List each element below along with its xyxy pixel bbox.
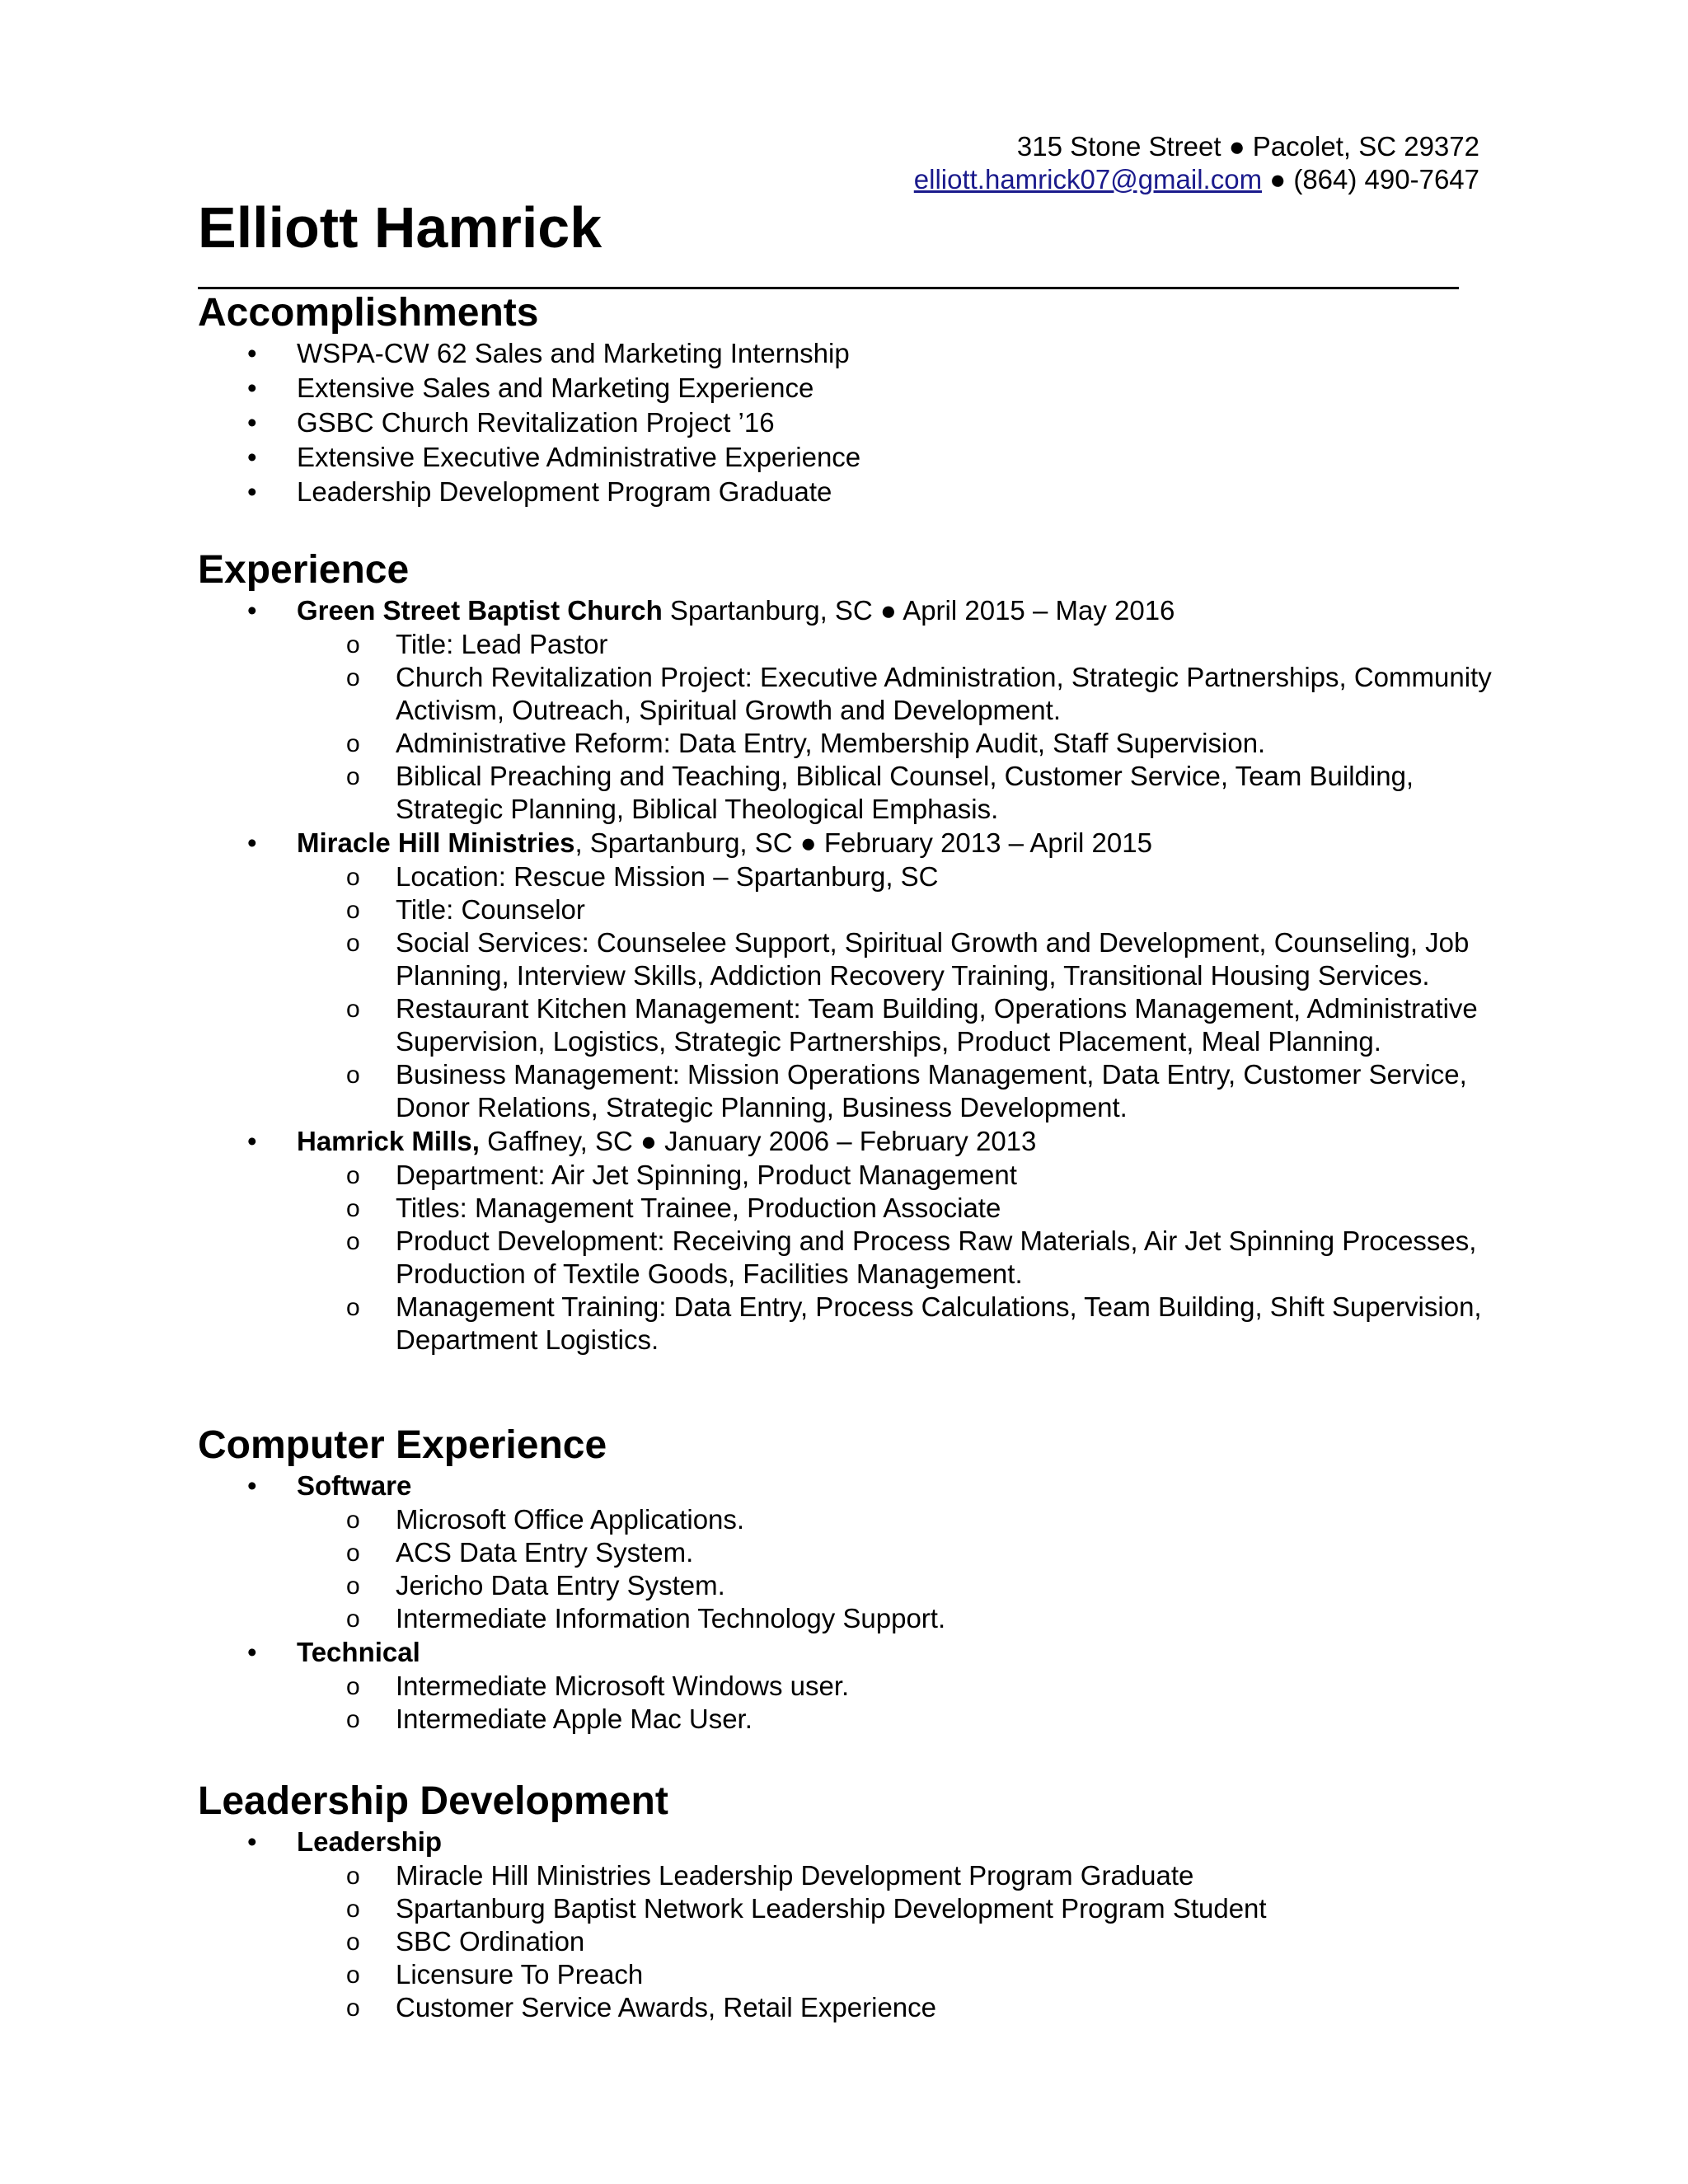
- circle-bullet-icon: o: [346, 1994, 360, 2022]
- address: 315 Stone Street ● Pacolet, SC 29372: [1016, 131, 1479, 162]
- circle-bullet-icon: o: [346, 1572, 360, 1600]
- group-title: Leadership: [297, 1826, 443, 1857]
- duty-item: [198, 628, 1500, 661]
- bullet-icon: •: [247, 407, 257, 438]
- skill-item: [198, 1670, 1500, 1703]
- bullet-icon: •: [247, 827, 257, 858]
- job-entry: [198, 826, 1500, 1124]
- group-title: Technical: [297, 1637, 420, 1667]
- job-org: Hamrick Mills,: [297, 1126, 480, 1156]
- experience-section: [198, 547, 1500, 1357]
- leadership-item: [198, 1925, 1500, 1958]
- item-text: WSPA-CW 62 Sales and Marketing Internship: [297, 338, 850, 368]
- circle-bullet-icon: o: [346, 1961, 360, 1989]
- bullet-icon: •: [247, 373, 257, 403]
- computer-groups: [198, 1469, 1500, 1736]
- item-text: Extensive Sales and Marketing Experience: [297, 373, 814, 403]
- skill-item: [198, 1703, 1500, 1736]
- circle-bullet-icon: o: [346, 1929, 360, 1956]
- skill-text: Intermediate Microsoft Windows user.: [396, 1671, 850, 1701]
- circle-bullet-icon: o: [346, 996, 360, 1023]
- circle-bullet-icon: o: [346, 1062, 360, 1089]
- leadership-text: Spartanburg Baptist Network Leadership Development Program Student: [396, 1893, 1267, 1924]
- circle-bullet-icon: o: [346, 1673, 360, 1700]
- skill-group: [198, 1469, 1500, 1635]
- leadership-section: [198, 1779, 1500, 2024]
- duty-text: Social Services: Counselee Support, Spiritual Growth and Development, Counseling, Job Planning, Interview Skills, Addiction Recovery Training, Transitional Housing Services.: [396, 927, 1470, 991]
- leadership-text: Customer Service Awards, Retail Experience: [396, 1992, 937, 2022]
- skill-group: [198, 1635, 1500, 1736]
- group-title: Software: [297, 1470, 412, 1501]
- contact-block: [914, 130, 1479, 196]
- leadership-item: [198, 1958, 1500, 1991]
- circle-bullet-icon: o: [346, 664, 360, 691]
- duty-item: [198, 926, 1500, 992]
- list-item: [198, 371, 1500, 405]
- skill-item: [198, 1569, 1500, 1602]
- circle-bullet-icon: o: [346, 1162, 360, 1189]
- job-details: , Spartanburg, SC ● February 2013 – April 2015: [574, 827, 1152, 858]
- leadership-list: [198, 1859, 1500, 2024]
- skill-text: Intermediate Apple Mac User.: [396, 1704, 753, 1734]
- circle-bullet-icon: o: [346, 864, 360, 891]
- duty-text: Biblical Preaching and Teaching, Biblical Counsel, Customer Service, Team Building, Strategic Planning, Biblical Theological Emphasis.: [396, 761, 1414, 824]
- skill-item: [198, 1536, 1500, 1569]
- duty-item: [198, 860, 1500, 893]
- computer-experience-section: [198, 1422, 1500, 1736]
- accomplishments-heading: Accomplishments: [198, 291, 539, 335]
- skill-list: [198, 1503, 1500, 1635]
- leadership-text: Miracle Hill Ministries Leadership Development Program Graduate: [396, 1860, 1194, 1891]
- duty-item: [198, 727, 1500, 760]
- computer-experience-heading: Computer Experience: [198, 1423, 607, 1467]
- list-item: [198, 405, 1500, 440]
- duty-text: Title: Counselor: [396, 894, 585, 925]
- duty-text: Business Management: Mission Operations Management, Data Entry, Customer Service, Donor Relations, Strategic Planning, Business Development.: [396, 1059, 1467, 1122]
- circle-bullet-icon: o: [346, 1228, 360, 1255]
- duty-item: [198, 1225, 1500, 1291]
- duty-text: Title: Lead Pastor: [396, 629, 608, 659]
- job-org: Green Street Baptist Church: [297, 595, 663, 626]
- bullet-icon: •: [247, 1826, 257, 1857]
- experience-heading: Experience: [198, 548, 410, 592]
- circle-bullet-icon: o: [346, 1507, 360, 1534]
- skill-text: Microsoft Office Applications.: [396, 1504, 745, 1535]
- phone: ● (864) 490-7647: [1262, 164, 1479, 194]
- bullet-icon: •: [247, 442, 257, 472]
- bullet-icon: •: [247, 1470, 257, 1501]
- accomplishments-list: [198, 336, 1500, 509]
- skill-text: ACS Data Entry System.: [396, 1537, 694, 1568]
- circle-bullet-icon: o: [346, 1195, 360, 1222]
- duty-item: [198, 1159, 1500, 1192]
- skill-item: [198, 1503, 1500, 1536]
- job-duties: [198, 860, 1500, 1124]
- bullet-icon: •: [247, 1637, 257, 1667]
- skill-text: Intermediate Information Technology Support.: [396, 1603, 946, 1633]
- duty-item: [198, 760, 1500, 826]
- job-entry: [198, 593, 1500, 826]
- job-details: Spartanburg, SC ● April 2015 – May 2016: [662, 595, 1175, 626]
- duty-item: [198, 1058, 1500, 1124]
- circle-bullet-icon: o: [346, 897, 360, 924]
- job-duties: [198, 1159, 1500, 1357]
- leadership-text: Licensure To Preach: [396, 1959, 644, 1990]
- circle-bullet-icon: o: [346, 1605, 360, 1633]
- circle-bullet-icon: o: [346, 1863, 360, 1890]
- bullet-icon: •: [247, 1126, 257, 1156]
- item-text: GSBC Church Revitalization Project ’16: [297, 407, 775, 438]
- leadership-text: SBC Ordination: [396, 1926, 585, 1957]
- job-org: Miracle Hill Ministries: [297, 827, 575, 858]
- duty-item: [198, 1291, 1500, 1357]
- list-item: [198, 336, 1500, 371]
- duty-text: Titles: Management Trainee, Production Associate: [396, 1193, 1001, 1223]
- circle-bullet-icon: o: [346, 631, 360, 658]
- circle-bullet-icon: o: [346, 763, 360, 790]
- job-details: Gaffney, SC ● January 2006 – February 2013: [479, 1126, 1037, 1156]
- leadership-item: [198, 1859, 1500, 1892]
- job-entry: [198, 1124, 1500, 1357]
- duty-text: Department: Air Jet Spinning, Product Management: [396, 1160, 1017, 1190]
- duty-item: [198, 1192, 1500, 1225]
- item-text: Leadership Development Program Graduate: [297, 476, 832, 507]
- list-item: [198, 475, 1500, 509]
- circle-bullet-icon: o: [346, 1540, 360, 1567]
- duty-text: Administrative Reform: Data Entry, Membership Audit, Staff Supervision.: [396, 728, 1266, 758]
- leadership-item: [198, 1892, 1500, 1925]
- duty-text: Product Development: Receiving and Process Raw Materials, Air Jet Spinning Processes, Production of Textile Goods, Facilities Management.: [396, 1226, 1477, 1289]
- skill-item: [198, 1602, 1500, 1635]
- candidate-name: Elliott Hamrick: [198, 195, 603, 260]
- duty-item: [198, 893, 1500, 926]
- duty-text: Restaurant Kitchen Management: Team Building, Operations Management, Administrative Supervision, Logistics, Strategic Partnerships, Product Placement, Meal Planning.: [396, 993, 1478, 1057]
- circle-bullet-icon: o: [346, 1294, 360, 1321]
- duty-text: Church Revitalization Project: Executive Administration, Strategic Partnerships, Community Activism, Outreach, Spiritual Growth and Development.: [396, 662, 1492, 725]
- duty-text: Location: Rescue Mission – Spartanburg, SC: [396, 861, 939, 892]
- circle-bullet-icon: o: [346, 1896, 360, 1923]
- leadership-groups: [198, 1825, 1500, 2024]
- email-phone-line: [914, 163, 1479, 196]
- circle-bullet-icon: o: [346, 1706, 360, 1733]
- bullet-icon: •: [247, 595, 257, 626]
- header-divider: [198, 287, 1459, 289]
- list-item: [198, 440, 1500, 475]
- item-text: Extensive Executive Administrative Experience: [297, 442, 861, 472]
- duty-item: [198, 661, 1500, 727]
- skill-text: Jericho Data Entry System.: [396, 1570, 725, 1601]
- circle-bullet-icon: o: [346, 930, 360, 957]
- bullet-icon: •: [247, 338, 257, 368]
- bullet-icon: •: [247, 476, 257, 507]
- job-duties: [198, 628, 1500, 826]
- duty-item: [198, 992, 1500, 1058]
- email-link[interactable]: elliott.hamrick07@gmail.com: [913, 164, 1263, 194]
- duty-text: Management Training: Data Entry, Process Calculations, Team Building, Shift Supervision, Department Logistics.: [396, 1291, 1482, 1355]
- accomplishments-section: [198, 290, 1500, 509]
- leadership-item: [198, 1991, 1500, 2024]
- leadership-heading: Leadership Development: [198, 1779, 668, 1823]
- circle-bullet-icon: o: [346, 730, 360, 757]
- experience-list: [198, 593, 1500, 1357]
- leadership-group: [198, 1825, 1500, 2024]
- skill-list: [198, 1670, 1500, 1736]
